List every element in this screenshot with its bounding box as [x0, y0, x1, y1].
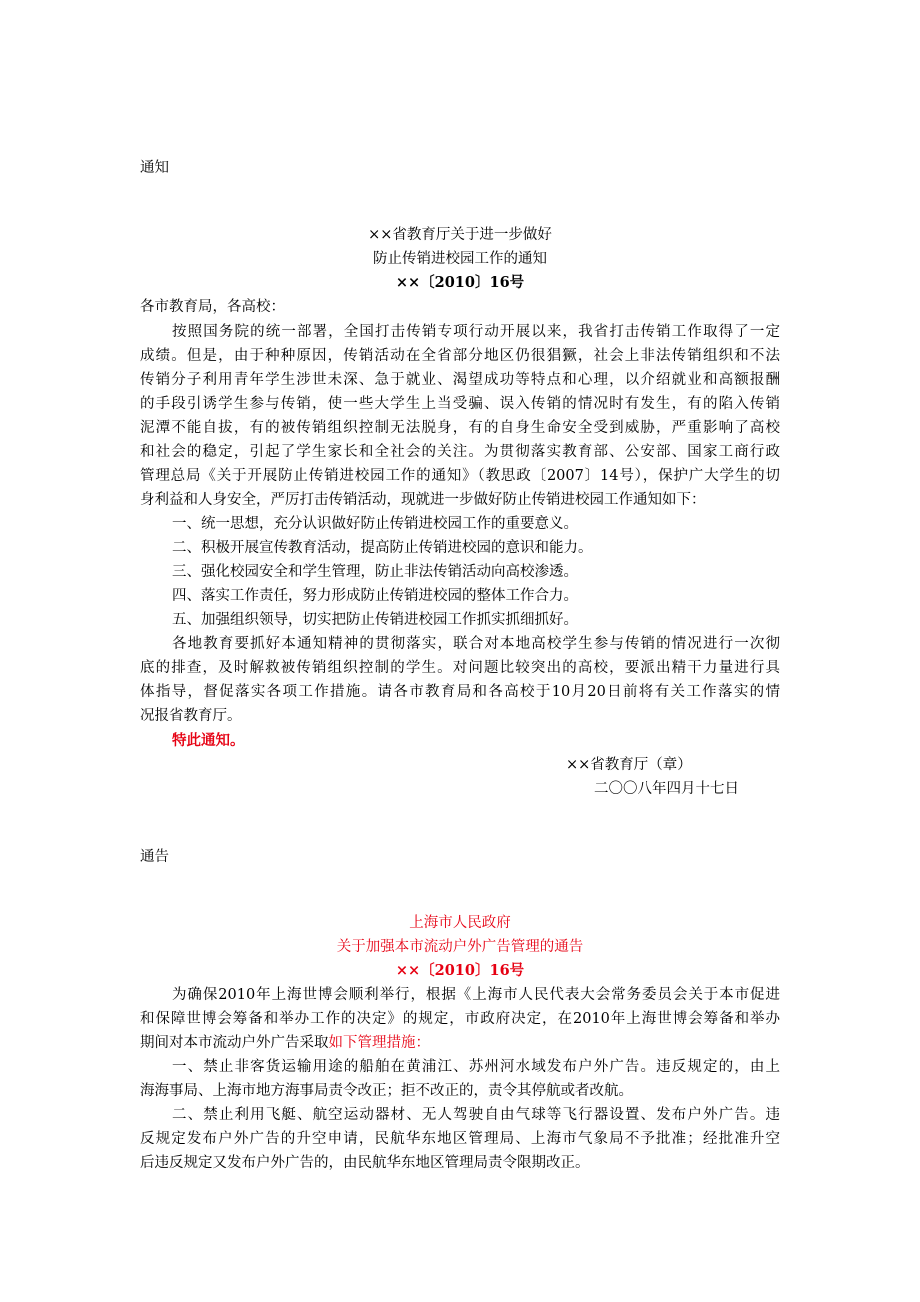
announcement-doc-number: ××〔2010〕16号 [395, 962, 525, 979]
announcement-item1-line: 海海事局、上海市地方海事局责令改正；拒不改正的，责令其停航或者改航。 [140, 1083, 633, 1099]
notice-closing-line: 况报省教育厅。 [140, 708, 242, 724]
notice-body-line: 身利益和人身安全，严厉打击传销活动，现就进一步做好防止传销进校园工作通知如下： [140, 492, 706, 508]
announcement-title-line2: 关于加强本市流动户外广告管理的通告 [336, 939, 584, 955]
notice-body-line: 和社会的稳定，引起了学生家长和全社会的关注。为贯彻落实教育部、公安部、国家工商行政 [140, 444, 780, 460]
notice-body-line: 管理总局《关于开展防止传销进校园工作的通知》（教思政〔2007〕14号），保护广大学生的切 [140, 468, 780, 484]
announcement-item2-line: 反规定发布户外广告的升空申请，民航华东地区管理局、上海市气象局不予批准；经批准升空 [140, 1131, 780, 1147]
notice-item: 三、强化校园安全和学生管理，防止非法传销活动向高校渗透。 [172, 564, 578, 580]
notice-body-line: 传销分子利用青年学生涉世未深、急于就业、渴望成功等特点和心理，以介绍就业和高额报酬 [140, 372, 780, 388]
announcement-intro-line: 和保障世博会筹备和举办工作的决定》的规定，市政府决定，在2010年上海世博会筹备和举办 [140, 1011, 780, 1027]
announcement-title-line1: 上海市人民政府 [409, 915, 511, 931]
notice-special-notice: 特此通知。 [172, 732, 245, 749]
notice-closing-line: 各地教育要抓好本通知精神的贯彻落实，联合对本地高校学生参与传销的情况进行一次彻 [172, 636, 780, 652]
notice-item: 一、统一思想，充分认识做好防止传销进校园工作的重要意义。 [172, 516, 578, 532]
notice-item: 二、积极开展宣传教育活动，提高防止传销进校园的意识和能力。 [172, 540, 593, 556]
announcement-item2-line: 二、禁止利用飞艇、航空运动器材、无人驾驶自由气球等飞行器设置、发布户外广告。违 [172, 1107, 780, 1123]
notice-closing-line: 体指导，督促落实各项工作措施。请各市教育局和各高校于10月20日前将有关工作落实的情 [140, 684, 780, 700]
announcement-intro-line: 为确保2010年上海世博会顺利举行，根据《上海市人民代表大会常务委员会关于本市促进 [172, 987, 780, 1003]
notice-date: 二〇〇八年四月十七日 [594, 781, 739, 797]
announcement-intro-prefix: 期间对本市流动户外广告采取 [140, 1035, 329, 1051]
announcement-intro-red-text: 如下管理措施： [328, 1035, 430, 1051]
notice-body-line: 按照国务院的统一部署，全国打击传销专项行动开展以来，我省打击传销工作取得了一定 [172, 324, 780, 340]
notice-salutation: 各市教育局，各高校： [140, 299, 285, 315]
announcement-section-label: 通告 [140, 849, 169, 865]
announcement-intro-line3 [140, 1033, 780, 1053]
notice-body-line: 的手段引诱学生参与传销，使一些大学生上当受骗、误入传销的情况时有发生，有的陷入传销 [140, 396, 780, 412]
notice-title-line2: 防止传销进校园工作的通知 [373, 251, 547, 267]
notice-title-line1: ××省教育厅关于进一步做好 [368, 227, 552, 243]
notice-doc-number: ××〔2010〕16号 [395, 274, 525, 291]
notice-signature: ××省教育厅（章） [566, 757, 692, 773]
notice-section-label: 通知 [140, 160, 169, 176]
notice-body-line: 泥潭不能自拔，有的被传销组织控制无法脱身，有的自身生命安全受到威胁，严重影响了高校 [140, 420, 780, 436]
notice-body-line: 成绩。但是，由于种种原因，传销活动在全省部分地区仍很猖獗，社会上非法传销组织和不法 [140, 348, 780, 364]
notice-closing-line: 底的排查，及时解救被传销组织控制的学生。对问题比较突出的高校，要派出精干力量进行具 [140, 660, 780, 676]
notice-item: 五、加强组织领导，切实把防止传销进校园工作抓实抓细抓好。 [172, 612, 578, 628]
announcement-item1-line: 一、禁止非客货运输用途的船舶在黄浦江、苏州河水域发布户外广告。违反规定的，由上 [172, 1059, 780, 1075]
announcement-item2-line: 后违反规定又发布户外广告的，由民航华东地区管理局责令限期改正。 [140, 1155, 590, 1171]
notice-item: 四、落实工作责任，努力形成防止传销进校园的整体工作合力。 [172, 588, 578, 604]
